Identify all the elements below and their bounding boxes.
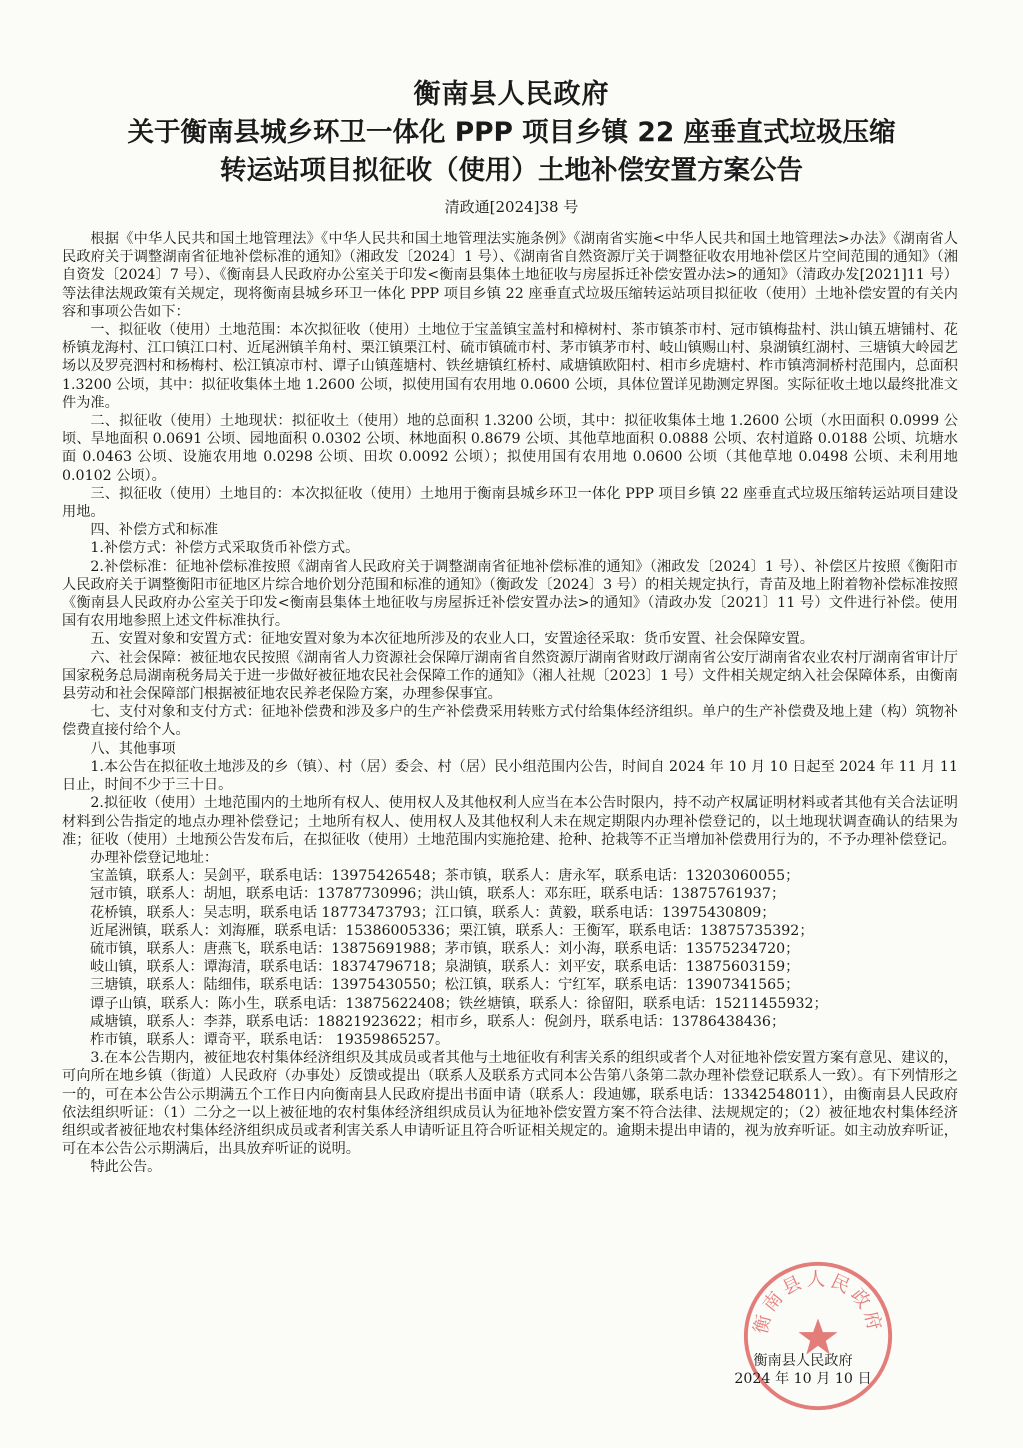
contact-list <box>62 867 958 1049</box>
closing-text: 特此公告。 <box>90 1159 162 1176</box>
contact-line: 冠市镇，联系人：胡旭，联系电话：13787730996；洪山镇，联系人：邓东旺，联系电话：13875761937； <box>90 886 786 903</box>
intro-paragraph: 根据《中华人民共和国土地管理法》《中华人民共和国土地管理法实施条例》《湖南省实施<中华人民共和国土地管理法>办法》《湖南省人民政府关于调整湖南省征地补偿标准的通知》（湘政发〔2024〕1 号）、《湖南省自然资源厅关于调整征收农用地补偿区片空间范围的通知》（湘自资发〔2024〕7 号）、《衡南县人民政府办公室关于印发<衡南县集体土地征收与房屋拆迁补偿安置办法>的通知》（清政办发[2021]11 号）等法律法规政策有关规定，现将衡南县城乡环卫一体化 PPP 项目乡镇 22 座垂直式垃圾压缩转运站项目拟征收（使用）土地补偿安置的有关内容和事项公告如下： <box>62 231 958 320</box>
section-2: 二、拟征收（使用）土地现状：拟征收土（使用）地的总面积 1.3200 公顷，其中：拟征收集体土地 1.2600 公顷（水田面积 0.0999 公顷、旱地面积 0.0691 公顷、园地面积 0.0302 公顷、林地面积 0.8679 公顷、其他草地面积 0.0888 公顷、农村道路 0.0188 公顷、坑塘水面 0.0463 公顷、设施农用地 0.0298 公顷、田坎 0.0092 公顷）；拟使用国有农用地 0.0600 公顷（其他草地 0.0498 公顷、未利用地 0.0102 公顷）。 <box>62 413 958 484</box>
section-8-item-1: 1.本公告在拟征收土地涉及的乡（镇）、村（居）委会、村（居）民小组范围内公告，时间自 2024 年 10 月 10 日起至 2024 年 11 月 11 日止，时间不少于三十日。 <box>62 758 958 794</box>
title-line-2: 转运站项目拟征收（使用）土地补偿安置方案公告 <box>220 155 803 186</box>
contact-line: 近尾洲镇，联系人：刘海雁，联系电话：15386005336；栗江镇，联系人：王衡军，联系电话：13875735392； <box>90 922 814 939</box>
document-number: 清政通[2024]38 号 <box>444 198 579 216</box>
contact-line: 柞市镇，联系人：谭奇平，联系电话： 19359865257。 <box>90 1031 450 1048</box>
contact-line: 岐山镇，联系人：谭海清，联系电话：18374796718；泉湖镇，联系人：刘平安，联系电话：13875603159； <box>90 959 800 976</box>
contact-line: 硫市镇，联系人：唐燕飞，联系电话：13875691988；茅市镇，联系人：刘小海，联系电话：13575234720； <box>90 940 800 957</box>
section-4-item-2: 2.补偿标准：征地补偿标准按照《湖南省人民政府关于调整湖南省征地补偿标准的通知》（湘政发〔2024〕1 号）、补偿区片按照《衡阳市人民政府关于调整衡阳市征地区片综合地价划分范围和标准的通知》（衡政发〔2024〕3 号）的相关规定执行，青苗及地上附着物补偿标准按照《衡南县人民政府办公室关于印发<衡南县集体土地征收与房屋拆迁补偿安置办法>的通知》（清政办发〔2021〕11 号）文件进行补偿。使用国有农用地参照上述文件标准执行。 <box>62 558 958 630</box>
section-8-item-2: 2.拟征收（使用）土地范围内的土地所有权人、使用权人及其他权利人应当在本公告时限内，持不动产权属证明材料或者其他有关合法证明材料到公告指定的地点办理补偿登记；土地所有权人、使用权人及其他权利人未在规定期限内办理补偿登记的，以土地现状调查确认的结果为准；征收（使用）土地预公告发布后，在拟征收（使用）土地范围内实施抢建、抢种、抢栽等不正当增加补偿费用行为的，不予办理补偿登记。 <box>62 795 958 848</box>
section-1: 一、拟征收（使用）土地范围：本次拟征收（使用）土地位于宝盖镇宝盖村和樟树村、茶市镇茶市村、冠市镇梅盐村、洪山镇五塘铺村、花桥镇龙海村、江口镇江口村、近尾洲镇羊角村、栗江镇栗江村、硫市镇硫市村、茅市镇茅市村、岐山镇赐山村、泉湖镇红湖村、三塘镇大岭园艺场以及罗亮泗村和杨梅村、松江镇凉市村、谭子山镇莲塘村、铁丝塘镇红桥村、咸塘镇欧阳村、相市乡虎塘村、柞市镇湾洞桥村范围内，总面积 1.3200 公顷，其中：拟征收集体土地 1.2600 公顷，拟使用国有农用地 0.0600 公顷，具体位置详见勘测定界图。实际征收土地以最终批准文件为准。 <box>62 322 958 411</box>
section-3: 三、拟征收（使用）土地目的：本次拟征收（使用）土地用于衡南县城乡环卫一体化 PPP 项目乡镇 22 座垂直式垃圾压缩转运站项目建设用地。 <box>62 485 958 521</box>
contact-line: 花桥镇，联系人：吴志明，联系电话 18773473793；江口镇，联系人：黄毅，联系电话：13975430809； <box>90 904 776 921</box>
section-6: 六、社会保障：被征地农民按照《湖南省人力资源社会保障厅湖南省自然资源厅湖南省财政厅湖南省公安厅湖南省农业农村厅湖南省审计厅国家税务总局湖南税务局关于进一步做好被征地农民社会保障工作的通知》（湘人社规〔2023〕1 号）文件相关规定纳入社会保障体系，由衡南县劳动和社会保障部门根据被征地农民养老保险方案，办理参保事宜。 <box>62 649 958 703</box>
signature-org: 衡南县人民政府 <box>753 1353 853 1369</box>
signature-block <box>693 1352 913 1388</box>
section-4-item-1: 1.补偿方式：补偿方式采取货币补偿方式。 <box>90 540 360 557</box>
issuing-org: 衡南县人民政府 <box>413 79 610 110</box>
section-8-item-3: 3.在本公告期内，被征地农村集体经济组织及其成员或者其他与土地征收有利害关系的组织或者个人对征地补偿安置方案有意见、建议的，可向所在地乡镇（街道）人民政府（办事处）反馈或提出（联系人及联系方式同本公告第八条第二款办理补偿登记联系人一致）。有下列情形之一的，可在本公告公示期满五个工作日内向衡南县人民政府提出书面申请（联系人：段迪娜，联系电话：13342548011），由衡南县人民政府依法组织听证：（1）二分之一以上被征地的农村集体经济组织成员认为征地补偿安置方案不符合法律、法规规定的；（2）被征地农村集体经济组织或者被征地农村集体经济组织成员或者利害关系人申请听证且符合听证相关规定的。逾期未提出申请的，视为放弃听证。如主动放弃听证，可在本公告公示期满后，出具放弃听证的说明。 <box>62 1050 958 1158</box>
seal-star-icon <box>799 1318 838 1354</box>
title-line-1: 关于衡南县城乡环卫一体化 PPP 项目乡镇 22 座垂直式垃圾压缩 <box>127 117 896 148</box>
section-8-heading: 八、其他事项 <box>90 740 176 757</box>
document-body <box>62 230 958 1177</box>
contact-line: 三塘镇，联系人：陆细伟，联系电话：13975430550；松江镇，联系人：宁红军，联系电话：13907341565； <box>90 977 800 994</box>
section-5: 五、安置对象和安置方式：征地安置对象为本次征地所涉及的农业人口，安置途径采取：货币安置、社会保障安置。 <box>90 631 814 648</box>
contact-line: 宝盖镇，联系人：吴剑平，联系电话：13975426548；茶市镇，联系人：唐永军，联系电话：13203060055； <box>90 868 800 885</box>
official-seal-icon <box>740 1258 896 1414</box>
contact-line: 谭子山镇，联系人：陈小生，联系电话：13875622408；铁丝塘镇，联系人：徐留阳，联系电话：15211455932； <box>90 995 828 1012</box>
registration-address-title: 办理补偿登记地址： <box>90 849 219 866</box>
signature-date: 2024 年 10 月 10 日 <box>734 1371 872 1388</box>
contact-line: 咸塘镇，联系人：李莽，联系电话：18821923622；相市乡，联系人：倪剑丹，联系电话：13786438436； <box>90 1013 786 1030</box>
section-7: 七、支付对象和支付方式：征地补偿费和涉及多户的生产补偿费采用转账方式付给集体经济组织。单户的生产补偿费及地上建（构）筑物补偿费直接付给个人。 <box>62 704 958 739</box>
seal-text: 衡南县人民政府 <box>750 1269 886 1336</box>
section-4-heading: 四、补偿方式和标准 <box>90 522 219 539</box>
document-header <box>0 76 1023 218</box>
